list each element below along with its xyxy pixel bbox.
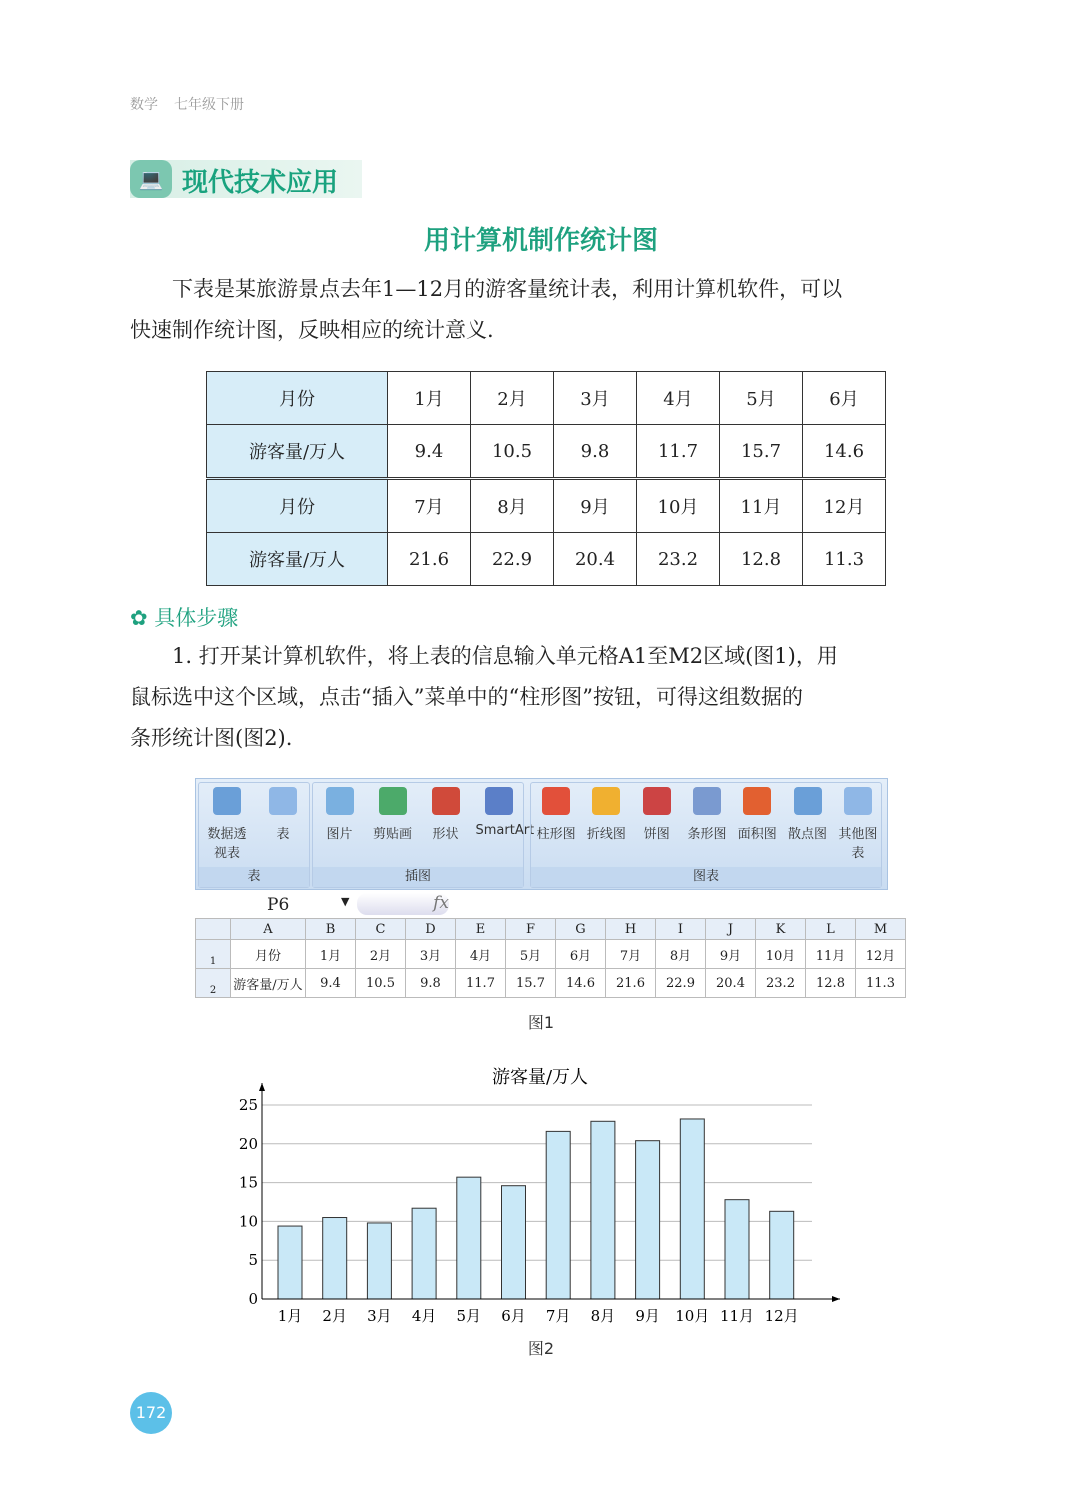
bar [323,1218,347,1299]
cell[interactable]: 11月 [806,940,856,969]
ribbon-button-label: 散点图 [788,827,828,842]
ribbon-button-label: 面积图 [737,827,777,842]
column-header[interactable]: D [406,919,456,940]
x-tick-label: 6月 [501,1307,526,1325]
cell[interactable]: 2月 [356,940,406,969]
bar [278,1226,302,1299]
book: 七年级下册 [174,97,244,113]
x-tick-label: 7月 [545,1307,571,1325]
cell: 11.3 [803,533,886,586]
x-tick-label: 2月 [322,1307,347,1325]
cell[interactable]: 23.2 [756,969,806,998]
row-header[interactable]: 1 [196,940,231,969]
cell[interactable]: 5月 [506,940,556,969]
section-badge-label: 现代技术应用 [182,168,339,198]
cell: 12月 [803,479,886,533]
x-tick-label: 8月 [590,1307,616,1325]
bar-chart [0,1055,1082,1335]
cell[interactable]: 6月 [556,940,606,969]
select-all[interactable] [196,919,231,940]
ribbon-button-icon [743,787,771,815]
column-header[interactable]: L [806,919,856,940]
cell: 23.2 [637,533,720,586]
spreadsheet-grid [195,918,906,998]
dropdown-icon[interactable]: ▼ [341,895,350,908]
ribbon-group-label: 插图 [313,867,523,887]
cell[interactable]: 21.6 [606,969,656,998]
x-tick-label: 3月 [367,1307,392,1325]
bar [725,1200,749,1299]
ribbon-button-label: 剪贴画 [372,827,412,842]
ribbon-button-label: 饼图 [643,827,670,842]
step1-paragraph [130,636,952,759]
column-header[interactable]: H [606,919,656,940]
ribbon-group [198,782,310,888]
line: 快速制作统计图，反映相应的统计意义. [130,318,494,342]
cell[interactable]: 1月 [306,940,356,969]
cell: 月份 [207,372,388,425]
ribbon-button-icon [542,787,570,815]
ribbon-button-icon [844,787,872,815]
ribbon-button-label: 条形图 [687,827,727,842]
cell: 7月 [388,479,471,533]
cell: 15.7 [720,425,803,479]
ribbon-button-icon [794,787,822,815]
cell[interactable]: 22.9 [656,969,706,998]
cell: 20.4 [554,533,637,586]
column-header[interactable]: E [456,919,506,940]
column-header[interactable]: G [556,919,606,940]
ribbon-group [530,782,882,888]
y-tick-label: 5 [248,1251,258,1270]
y-tick-label: 20 [238,1134,258,1153]
ribbon-button[interactable] [734,787,780,842]
line: 鼠标选中这个区域，点击“插入”菜单中的“柱形图”按钮，可得这组数据的 [130,685,803,709]
running-header [130,94,260,114]
ribbon-button[interactable] [317,787,363,842]
ribbon-button-icon [213,787,241,815]
cell[interactable]: 11.7 [456,969,506,998]
ribbon-button-icon [592,787,620,815]
cell: 月份 [207,479,388,533]
cell[interactable]: 12.8 [806,969,856,998]
cell[interactable]: 3月 [406,940,456,969]
ribbon-button-icon [485,787,513,815]
name-box[interactable]: P6 [267,895,290,915]
bar [770,1211,794,1299]
fig2-caption: 图2 [527,1339,555,1358]
ribbon-button-label: SmartArt [475,823,535,838]
bar [591,1121,615,1299]
cell[interactable]: 9.4 [306,969,356,998]
ribbon-group-label: 图表 [531,867,881,887]
column-header[interactable]: F [506,919,556,940]
cell: 游客量/万人 [207,425,388,479]
bar [412,1208,436,1299]
ribbon-button-label: 数据透视表 [207,827,247,861]
ribbon-button-label: 形状 [432,827,459,842]
ribbon-button[interactable] [785,787,831,842]
page-title: 用计算机制作统计图 [423,226,658,256]
cell: 3月 [554,372,637,425]
fx-button[interactable] [357,893,449,915]
cell[interactable]: 15.7 [506,969,556,998]
column-header[interactable]: B [306,919,356,940]
section-badge [130,160,362,198]
ribbon-button[interactable] [370,787,416,842]
ribbon-button-label: 其他图表 [838,827,878,861]
line: 下表是某旅游景点去年1—12月的游客量统计表，利用计算机软件，可以 [172,277,843,301]
bar [636,1141,660,1299]
cell: 5月 [720,372,803,425]
cell: 2月 [471,372,554,425]
column-header[interactable]: J [706,919,756,940]
steps-heading-label: 具体步骤 [154,606,239,630]
cell: 10.5 [471,425,554,479]
column-header[interactable]: C [356,919,406,940]
cell: 11月 [720,479,803,533]
cell: 11.7 [637,425,720,479]
y-tick-label: 0 [248,1290,258,1308]
cell[interactable]: 月份 [231,940,306,969]
ribbon-button-icon [379,787,407,815]
fig1-caption: 图1 [527,1013,555,1032]
line: 1. 打开某计算机软件，将上表的信息输入单元格A1至M2区域(图1)，用 [172,644,838,668]
cell[interactable]: 4月 [456,940,506,969]
ribbon-button-label: 图片 [326,827,353,842]
ribbon-button-icon [693,787,721,815]
ribbon-button[interactable] [684,787,730,842]
cell[interactable]: 游客量/万人 [231,969,306,998]
cell: 9.8 [554,425,637,479]
ribbon-button[interactable] [533,787,579,842]
cell: 14.6 [803,425,886,479]
row-header[interactable]: 2 [196,969,231,998]
cell[interactable]: 14.6 [556,969,606,998]
bar [367,1223,391,1299]
cell[interactable]: 9.8 [406,969,456,998]
x-tick-label: 10月 [675,1307,710,1325]
cell: 9月 [554,479,637,533]
cell: 8月 [471,479,554,533]
ribbon-button[interactable] [423,787,469,842]
ribbon-button-icon [326,787,354,815]
column-header[interactable]: I [656,919,706,940]
bar [502,1186,526,1299]
cell: 12.8 [720,533,803,586]
page-number: 172 [130,1392,172,1434]
y-axis-arrow [259,1083,265,1091]
cell: 游客量/万人 [207,533,388,586]
ribbon-button[interactable] [835,787,881,861]
ribbon-button-icon [643,787,671,815]
column-header[interactable]: M [856,919,906,940]
cell: 6月 [803,372,886,425]
bar [457,1177,481,1299]
cell[interactable]: 7月 [606,940,656,969]
ribbon-button-label: 柱形图 [536,827,576,842]
cell[interactable]: 12月 [856,940,906,969]
x-axis-arrow [832,1296,840,1302]
cell[interactable]: 20.4 [706,969,756,998]
ribbon-button[interactable] [583,787,629,842]
intro-paragraph [130,269,952,351]
ribbon-button[interactable] [475,787,535,838]
cell: 9.4 [388,425,471,479]
ribbon-button-icon [432,787,460,815]
cell[interactable]: 11.3 [856,969,906,998]
ribbon-button[interactable] [634,787,680,842]
x-tick-label: 11月 [719,1307,755,1325]
visitor-table [206,371,886,586]
y-tick-label: 10 [238,1212,258,1231]
y-tick-label: 25 [238,1096,258,1114]
cell: 22.9 [471,533,554,586]
ribbon-button[interactable] [260,787,306,842]
steps-heading [130,602,238,632]
cell: 21.6 [388,533,471,586]
ribbon-button-label: 折线图 [586,827,626,842]
x-tick-label: 4月 [411,1307,437,1325]
cell: 10月 [637,479,720,533]
cell: 4月 [637,372,720,425]
ribbon-button[interactable] [204,787,250,861]
column-header[interactable]: K [756,919,806,940]
cell: 1月 [388,372,471,425]
bar [546,1131,570,1299]
x-tick-label: 12月 [764,1307,799,1325]
subject: 数学 [130,97,158,113]
cell[interactable]: 8月 [656,940,706,969]
ribbon-group-label: 表 [199,867,309,887]
formula-bar [195,893,888,917]
x-tick-label: 1月 [277,1307,303,1325]
cell[interactable]: 9月 [706,940,756,969]
gear-icon: ✿ [130,606,155,630]
bar [680,1119,704,1299]
chart-title: 游客量/万人 [491,1067,589,1088]
computer-icon: 💻 [130,160,172,198]
column-header[interactable]: A [231,919,306,940]
ribbon-button-label: 表 [276,827,290,842]
insert-ribbon [195,778,888,890]
ribbon-group [312,782,535,888]
line: 条形统计图(图2). [130,726,293,750]
ribbon-button-icon [269,787,297,815]
x-tick-label: 9月 [635,1307,660,1325]
cell[interactable]: 10.5 [356,969,406,998]
fx-label: fx [433,893,449,913]
y-tick-label: 15 [238,1173,258,1192]
x-tick-label: 5月 [456,1307,482,1325]
cell[interactable]: 10月 [756,940,806,969]
